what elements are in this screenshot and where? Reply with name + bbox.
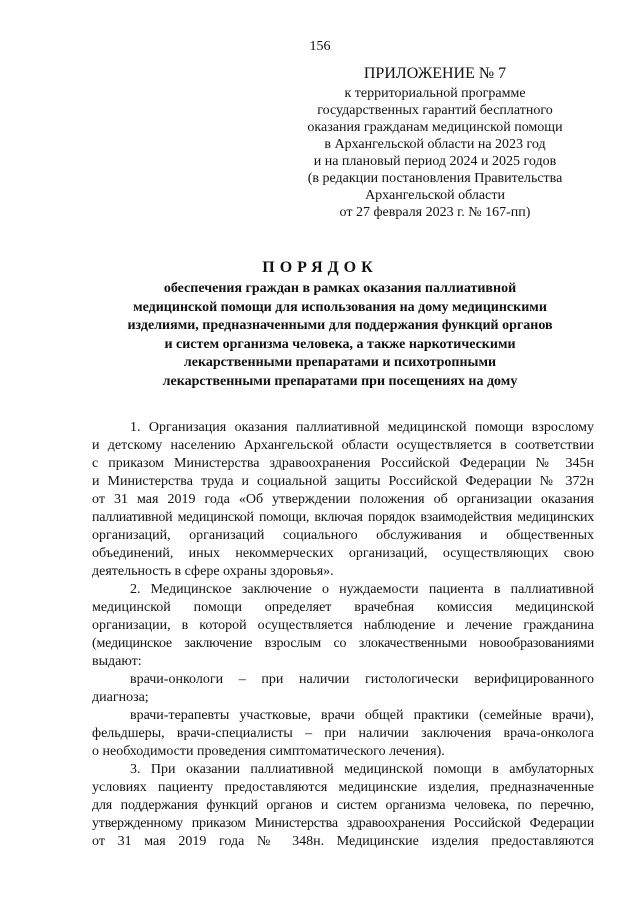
order-subtitle-line: лекарственными препаратами при посещениях на дому (162, 373, 518, 389)
paragraph-line: фельдшеры, врачи-специалисты – при наличии заключения врача-онколога (92, 726, 594, 741)
order-subtitle-line: обеспечения граждан в рамках оказания паллиативной (163, 281, 517, 296)
paragraph-line: о необходимости проведения симптоматического лечения). (92, 744, 445, 759)
paragraph-line: врачи-терапевты участковые, врачи общей практики (семейные врачи), (130, 708, 594, 723)
appendix-line: (в редакции постановления Правительства (307, 171, 563, 186)
appendix-line: в Архангельской области на 2023 год (324, 137, 546, 152)
page-number: 156 (309, 39, 331, 54)
paragraph-line: и детскому населению Архангельской области осуществляется в соответствии (92, 438, 594, 453)
paragraph-line: паллиативной медицинской помощи, включая порядок взаимодействия медицинских (92, 510, 594, 525)
paragraph-line: 3. При оказании паллиативной медицинской помощи в амбулаторных (130, 762, 594, 777)
paragraph-line: 2. Медицинское заключение о нуждаемости пациента в паллиативной (130, 582, 594, 597)
appendix-header (300, 64, 570, 221)
order-heading: ПОРЯДОК (262, 259, 378, 276)
paragraph-line: (медицинское заключение взрослым со злокачественными новообразованиями (92, 636, 594, 651)
paragraph-line: диагноза; (92, 690, 149, 705)
paragraph-line: от 31 мая 2019 года № 348н. Медицинские изделия предоставляются (92, 834, 594, 849)
paragraph-line: для поддержания функций органов и систем организма человека, по перечню, (92, 798, 594, 813)
order-subtitle-line: медицинской помощи для использования на дому медицинскими (133, 299, 547, 315)
paragraph-line: условиях пациенту предоставляются медицинские изделия, предназначенные (92, 780, 594, 795)
appendix-line: государственных гарантий бесплатного (317, 103, 553, 118)
appendix-line: Архангельской области (365, 188, 505, 203)
paragraph-line: от 31 мая 2019 года «Об утверждении положения об организации оказания (92, 492, 594, 507)
paragraph-line: 1. Организация оказания паллиативной медицинской помощи взрослому (130, 420, 594, 435)
paragraph-line: и Министерства труда и социальной защиты Российской Федерации № 372н (92, 474, 594, 489)
order-subtitle-line: изделиями, предназначенными для поддержания функций органов (127, 318, 553, 333)
paragraph-line: деятельность в сфере охраны здоровья». (92, 564, 334, 579)
body-text (92, 419, 594, 851)
paragraph-line: утвержденному приказом Министерства здравоохранения Российской Федерации (92, 816, 594, 831)
order-subtitle-line: и систем организма человека, а также наркотическими (164, 336, 516, 352)
appendix-line: и на плановый период 2024 и 2025 годов (313, 154, 557, 169)
appendix-line: к территориальной программе (344, 86, 526, 101)
appendix-line: от 27 февраля 2023 г. № 167-пп) (339, 205, 531, 220)
paragraph-line: организаций, организаций социального обслуживания и общественных (92, 528, 594, 543)
paragraph-line: выдают: (92, 654, 142, 669)
paragraph-line: организации, в которой осуществляется наблюдение и лечение гражданина (92, 618, 594, 633)
paragraph-line: с приказом Министерства здравоохранения Российской Федерации № 345н (92, 456, 594, 471)
paragraph-line: объединений, иных некоммерческих организаций, осуществляющих свою (92, 546, 594, 561)
paragraph-line: медицинской помощи определяет врачебная комиссия медицинской (92, 600, 594, 615)
paragraph-line: врачи-онкологи – при наличии гистологически верифицированного (130, 672, 594, 687)
order-subtitle (100, 280, 580, 391)
appendix-title: ПРИЛОЖЕНИЕ № 7 (363, 65, 507, 82)
appendix-line: оказания гражданам медицинской помощи (307, 120, 563, 135)
order-subtitle-line: лекарственными препаратами и психотропными (183, 355, 497, 370)
